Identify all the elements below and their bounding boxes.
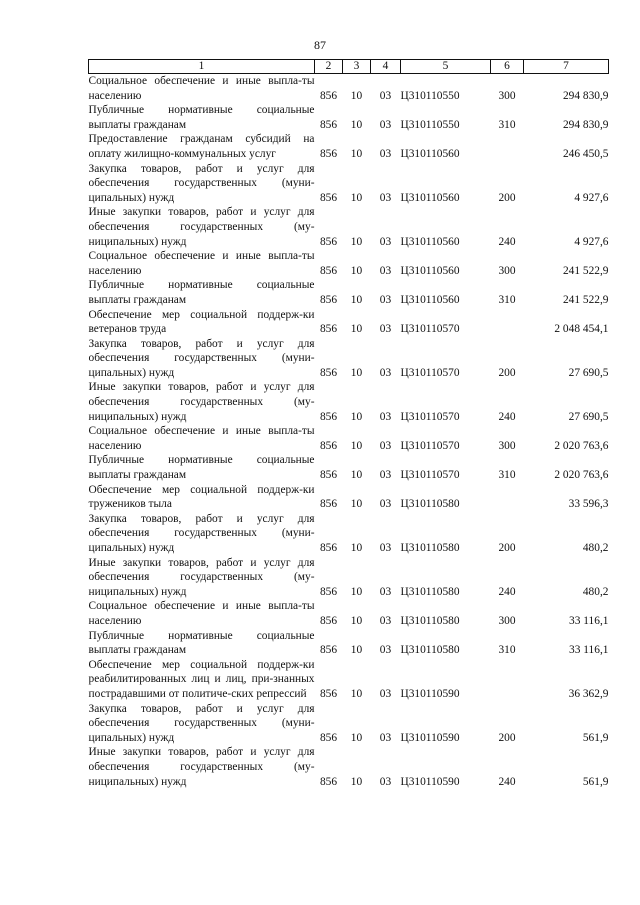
table-row [89, 278, 609, 307]
row-name-cell [89, 132, 315, 161]
amount-cell: 2 020 763,6 [554, 439, 609, 452]
subsection-code-cell: 03 [379, 323, 392, 336]
table-row [89, 453, 609, 482]
section-code-cell: 10 [350, 469, 363, 482]
expense-type-cell: 240 [498, 585, 516, 598]
row-name-text: Социальное обеспечение и иные выпла-ты населению [88, 250, 315, 277]
subsection-code-cell: 03 [379, 191, 392, 204]
row-name-text: Обеспечение мер социальной поддерж-ки ветеранов труда [88, 308, 315, 336]
row-name-text: Социальное обеспечение и иные выпла-ты населению [88, 600, 315, 627]
subsection-code-cell: 03 [379, 614, 392, 627]
section-code-cell: 10 [350, 147, 363, 160]
subsection-code-cell: 03 [379, 264, 392, 277]
row-name-cell [89, 629, 315, 658]
amount-cell: 36 362,9 [568, 687, 609, 700]
page-number: 87 [314, 38, 326, 52]
subsection-code-cell: 03 [379, 439, 392, 452]
subsection-code-cell: 03 [379, 585, 392, 598]
expense-type-cell [491, 132, 524, 161]
expense-type-cell: 300 [498, 89, 516, 102]
target-article-cell: Ц310110550 [400, 89, 460, 102]
amount-cell: 2 048 454,1 [554, 323, 609, 336]
row-name-cell [89, 556, 315, 600]
table-row [89, 249, 609, 278]
ministry-code-cell: 856 [319, 89, 338, 102]
section-code-cell: 10 [350, 731, 363, 744]
amount-cell: 561,9 [582, 775, 609, 788]
section-code-cell: 10 [350, 89, 363, 102]
table-row [89, 512, 609, 556]
ministry-code-cell: 856 [319, 498, 338, 511]
column-number: 3 [343, 60, 371, 74]
expense-type-cell: 310 [498, 469, 516, 482]
row-name-cell [89, 205, 315, 249]
subsection-code-cell: 03 [379, 366, 392, 379]
table-row [89, 658, 609, 702]
table-row [89, 205, 609, 249]
target-article-cell: Ц310110580 [400, 498, 460, 511]
table-row [89, 380, 609, 424]
target-article-cell: Ц310110590 [400, 775, 460, 788]
section-code-cell: 10 [350, 687, 363, 700]
ministry-code-cell: 856 [319, 439, 338, 452]
target-article-cell: Ц310110560 [400, 147, 460, 160]
target-article-cell: Ц310110590 [400, 731, 460, 744]
subsection-code-cell: 03 [379, 147, 392, 160]
expense-type-cell: 240 [498, 775, 516, 788]
column-number: 1 [89, 60, 315, 74]
row-name-text: Иные закупки товаров, работ и услуг для обеспечения государственных (му-ниципальных) нужд [88, 206, 315, 248]
table-row [89, 483, 609, 512]
amount-cell: 4 927,6 [574, 235, 609, 248]
row-name-text: Закупка товаров, работ и услуг для обеспечения государственных (муни-ципальных) нужд [88, 337, 315, 379]
table-row [89, 308, 609, 337]
amount-cell: 4 927,6 [574, 191, 609, 204]
target-article-cell: Ц310110570 [400, 410, 460, 423]
expense-type-cell: 200 [498, 191, 516, 204]
row-name-cell [89, 74, 315, 104]
expense-type-cell: 300 [498, 264, 516, 277]
expense-type-cell: 200 [498, 542, 516, 554]
column-number: 6 [491, 60, 524, 74]
target-article-cell: Ц310110590 [400, 687, 460, 700]
ministry-code-cell: 856 [319, 614, 338, 627]
subsection-code-cell: 03 [379, 731, 392, 744]
expense-type-cell [491, 308, 524, 337]
row-name-text: Иные закупки товаров, работ и услуг для обеспечения государственных (му-ниципальных) нужд [88, 556, 315, 598]
row-name-cell [89, 162, 315, 206]
row-name-cell [89, 308, 315, 337]
table-row [89, 337, 609, 381]
row-name-cell [89, 103, 315, 132]
target-article-cell: Ц310110570 [400, 323, 460, 336]
row-name-text: Обеспечение мер социальной поддерж-ки реабилитированных лиц и лиц, при-знанных пострадавшими от политиче-ских репрессий [88, 658, 315, 700]
row-name-text: Публичные нормативные социальные выплаты гражданам [88, 279, 315, 306]
row-name-text: Публичные нормативные социальные выплаты гражданам [88, 104, 315, 131]
target-article-cell: Ц310110560 [400, 235, 460, 248]
section-code-cell: 10 [350, 585, 363, 598]
section-code-cell: 10 [350, 366, 363, 379]
subsection-code-cell: 03 [379, 498, 392, 511]
row-name-text: Закупка товаров, работ и услуг для обеспечения государственных (муни-ципальных) нужд [88, 162, 315, 204]
target-article-cell: Ц310110560 [400, 264, 460, 277]
subsection-code-cell: 03 [379, 687, 392, 700]
target-article-cell: Ц310110570 [400, 366, 460, 379]
row-name-cell [89, 249, 315, 278]
row-name-cell [89, 599, 315, 628]
subsection-code-cell: 03 [379, 293, 392, 306]
column-number-row [89, 60, 609, 74]
ministry-code-cell: 856 [319, 191, 338, 204]
row-name-text: Публичные нормативные социальные выплаты гражданам [88, 629, 315, 657]
row-name-text: Закупка товаров, работ и услуг для обеспечения государственных (муни-ципальных) нужд [88, 512, 315, 554]
row-name-text: Социальное обеспечение и иные выпла-ты населению [88, 75, 315, 102]
ministry-code-cell: 856 [319, 542, 338, 554]
amount-cell: 246 450,5 [562, 147, 609, 160]
section-code-cell: 10 [350, 235, 363, 248]
ministry-code-cell: 856 [319, 687, 338, 700]
row-name-cell [89, 424, 315, 453]
row-name-cell [89, 658, 315, 702]
ministry-code-cell: 856 [319, 366, 338, 379]
expense-type-cell: 310 [498, 293, 516, 306]
target-article-cell: Ц310110580 [400, 542, 460, 554]
subsection-code-cell: 03 [379, 644, 392, 657]
row-name-cell [89, 512, 315, 556]
amount-cell: 241 522,9 [562, 293, 609, 306]
amount-cell: 2 020 763,6 [554, 469, 609, 482]
expense-type-cell: 240 [498, 410, 516, 423]
column-number: 2 [315, 60, 343, 74]
table-row [89, 162, 609, 206]
row-name-cell [89, 337, 315, 381]
ministry-code-cell: 856 [319, 323, 338, 336]
section-code-cell: 10 [350, 264, 363, 277]
target-article-cell: Ц310110570 [400, 469, 460, 482]
table-row [89, 599, 609, 628]
subsection-code-cell: 03 [379, 89, 392, 102]
subsection-code-cell: 03 [379, 469, 392, 482]
subsection-code-cell: 03 [379, 118, 392, 131]
expense-type-cell [491, 658, 524, 702]
row-name-cell [89, 278, 315, 307]
amount-cell: 241 522,9 [562, 264, 609, 277]
target-article-cell: Ц310110560 [400, 191, 460, 204]
ministry-code-cell: 856 [319, 410, 338, 423]
table-row [89, 424, 609, 453]
row-name-text: Иные закупки товаров, работ и услуг для обеспечения государственных (му-ниципальных) нужд [88, 746, 315, 788]
ministry-code-cell: 856 [319, 731, 338, 744]
expense-type-cell: 300 [498, 439, 516, 452]
section-code-cell: 10 [350, 410, 363, 423]
section-code-cell: 10 [350, 614, 363, 627]
ministry-code-cell: 856 [319, 235, 338, 248]
amount-cell: 27 690,5 [568, 410, 609, 423]
target-article-cell: Ц310110560 [400, 293, 460, 306]
column-number: 7 [524, 60, 609, 74]
table-row [89, 556, 609, 600]
ministry-code-cell: 856 [319, 775, 338, 788]
target-article-cell: Ц310110580 [400, 614, 460, 627]
table-row [89, 103, 609, 132]
ministry-code-cell: 856 [319, 264, 338, 277]
section-code-cell: 10 [350, 118, 363, 131]
expense-type-cell: 310 [498, 644, 516, 657]
row-name-text: Обеспечение мер социальной поддерж-ки тружеников тыла [88, 483, 315, 511]
target-article-cell: Ц310110580 [400, 585, 460, 598]
subsection-code-cell: 03 [379, 542, 392, 554]
expense-type-cell: 200 [498, 366, 516, 379]
ministry-code-cell: 856 [319, 118, 338, 131]
table-row [89, 629, 609, 658]
target-article-cell: Ц310110580 [400, 644, 460, 657]
expense-type-cell: 240 [498, 235, 516, 248]
column-number: 5 [401, 60, 491, 74]
ministry-code-cell: 856 [319, 585, 338, 598]
row-name-cell [89, 702, 315, 746]
row-name-cell [89, 380, 315, 424]
expense-type-cell: 310 [498, 118, 516, 131]
ministry-code-cell: 856 [319, 293, 338, 306]
subsection-code-cell: 03 [379, 775, 392, 788]
subsection-code-cell: 03 [379, 235, 392, 248]
table-row [89, 745, 609, 789]
row-name-cell [89, 745, 315, 789]
row-name-text: Закупка товаров, работ и услуг для обеспечения государственных (муни-ципальных) нужд [88, 702, 315, 744]
amount-cell: 480,2 [582, 542, 609, 554]
target-article-cell: Ц310110570 [400, 439, 460, 452]
row-name-text: Публичные нормативные социальные выплаты гражданам [88, 454, 315, 482]
row-name-text: Предоставление гражданам субсидий на оплату жилищно-коммунальных услуг [88, 133, 315, 160]
table-row [89, 702, 609, 746]
section-code-cell: 10 [350, 542, 363, 554]
row-name-text: Социальное обеспечение и иные выпла-ты населению [88, 425, 315, 452]
table-row [89, 74, 609, 104]
budget-table [88, 59, 609, 789]
section-code-cell: 10 [350, 498, 363, 511]
target-article-cell: Ц310110550 [400, 118, 460, 131]
subsection-code-cell: 03 [379, 410, 392, 423]
amount-cell: 480,2 [582, 585, 609, 598]
amount-cell: 27 690,5 [568, 366, 609, 379]
ministry-code-cell: 856 [319, 644, 338, 657]
section-code-cell: 10 [350, 323, 363, 336]
section-code-cell: 10 [350, 293, 363, 306]
expense-type-cell [491, 483, 524, 512]
row-name-text: Иные закупки товаров, работ и услуг для обеспечения государственных (му-ниципальных) нужд [88, 381, 315, 423]
expense-type-cell: 200 [498, 731, 516, 744]
ministry-code-cell: 856 [319, 147, 338, 160]
section-code-cell: 10 [350, 191, 363, 204]
amount-cell: 294 830,9 [562, 118, 609, 131]
section-code-cell: 10 [350, 439, 363, 452]
ministry-code-cell: 856 [319, 469, 338, 482]
row-name-cell [89, 453, 315, 482]
amount-cell: 33 116,1 [569, 644, 609, 657]
amount-cell: 33 596,3 [568, 498, 609, 511]
amount-cell: 561,9 [582, 731, 609, 744]
amount-cell: 294 830,9 [562, 89, 609, 102]
table-row [89, 132, 609, 161]
section-code-cell: 10 [350, 644, 363, 657]
amount-cell: 33 116,1 [569, 614, 609, 627]
section-code-cell: 10 [350, 775, 363, 788]
expense-type-cell: 300 [498, 614, 516, 627]
row-name-cell [89, 483, 315, 512]
column-number: 4 [371, 60, 401, 74]
